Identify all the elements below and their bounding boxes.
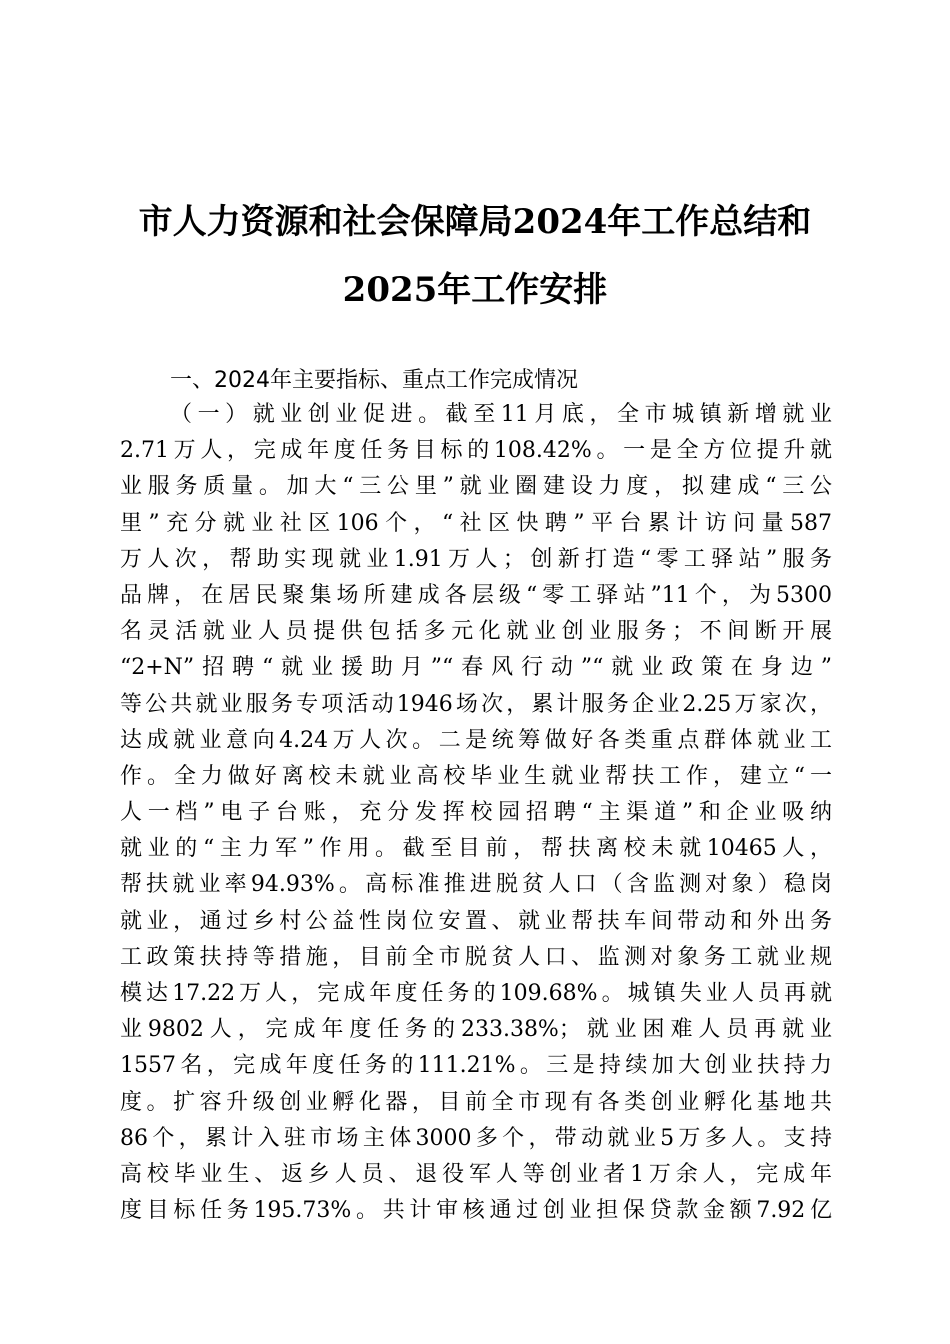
paragraph-line: 就业的“主力军”作用。截至目前，帮扶离校未就10465人， [120,836,832,862]
paragraph-line: 2.71万人，完成年度任务目标的108.42%。一是全方位提升就 [120,438,832,464]
paragraph-line: 86个，累计入驻市场主体3000多个，带动就业5万多人。支持 [120,1125,832,1151]
paragraph-line: 人一档”电子台账，充分发挥校园招聘“主渠道”和企业吸纳 [120,800,832,826]
document-title-line-2: 2025年工作安排 [342,270,608,310]
paragraph-line: 工政策扶持等措施，目前全市脱贫人口、监测对象务工就业规 [120,944,832,970]
paragraph-line: 作。全力做好离校未就业高校毕业生就业帮扶工作，建立“一 [120,763,832,789]
paragraph-line: 里”充分就业社区106个，“社区快聘”平台累计访问量587 [120,510,832,536]
paragraph-line: 达成就业意向4.24万人次。二是统筹做好各类重点群体就业工 [120,727,832,753]
section-heading: 一、2024年主要指标、重点工作完成情况 [170,368,578,393]
paragraph-line: 高校毕业生、返乡人员、退役军人等创业者1万余人，完成年 [120,1161,832,1187]
paragraph-line: 度目标任务195.73%。共计审核通过创业担保贷款金额7.92亿 [120,1198,832,1224]
paragraph-line: “2+N”招聘“就业援助月”“春风行动”“就业政策在身边” [120,655,832,681]
paragraph-line: 品牌，在居民聚集场所建成各层级“零工驿站”11个，为5300 [120,582,832,608]
paragraph-line: 1557名，完成年度任务的111.21%。三是持续加大创业扶持力 [120,1053,832,1079]
paragraph-line: 度。扩容升级创业孵化器，目前全市现有各类创业孵化基地共 [120,1089,832,1115]
paragraph-line: 就业，通过乡村公益性岗位安置、就业帮扶车间带动和外出务 [120,908,832,934]
paragraph-line: 等公共就业服务专项活动1946场次，累计服务企业2.25万家次， [120,691,832,717]
paragraph-line: 名灵活就业人员提供包括多元化就业创业服务；不间断开展 [120,619,832,645]
paragraph-line: 模达17.22万人，完成年度任务的109.68%。城镇失业人员再就 [120,981,832,1006]
paragraph-line: 万人次，帮助实现就业1.91万人；创新打造“零工驿站”服务 [120,546,832,572]
paragraph-line: （一）就业创业促进。截至11月底，全市城镇新增就业 [170,402,832,427]
document-title-line-1: 市人力资源和社会保障局2024年工作总结和 [138,202,812,242]
paragraph-line: 帮扶就业率94.93%。高标准推进脱贫人口（含监测对象）稳岗 [120,872,832,898]
paragraph-line: 业服务质量。加大“三公里”就业圈建设力度，拟建成“三公 [120,474,832,500]
body-paragraph [120,397,832,1229]
paragraph-line: 业9802人，完成年度任务的233.38%；就业困难人员再就业 [120,1017,832,1043]
